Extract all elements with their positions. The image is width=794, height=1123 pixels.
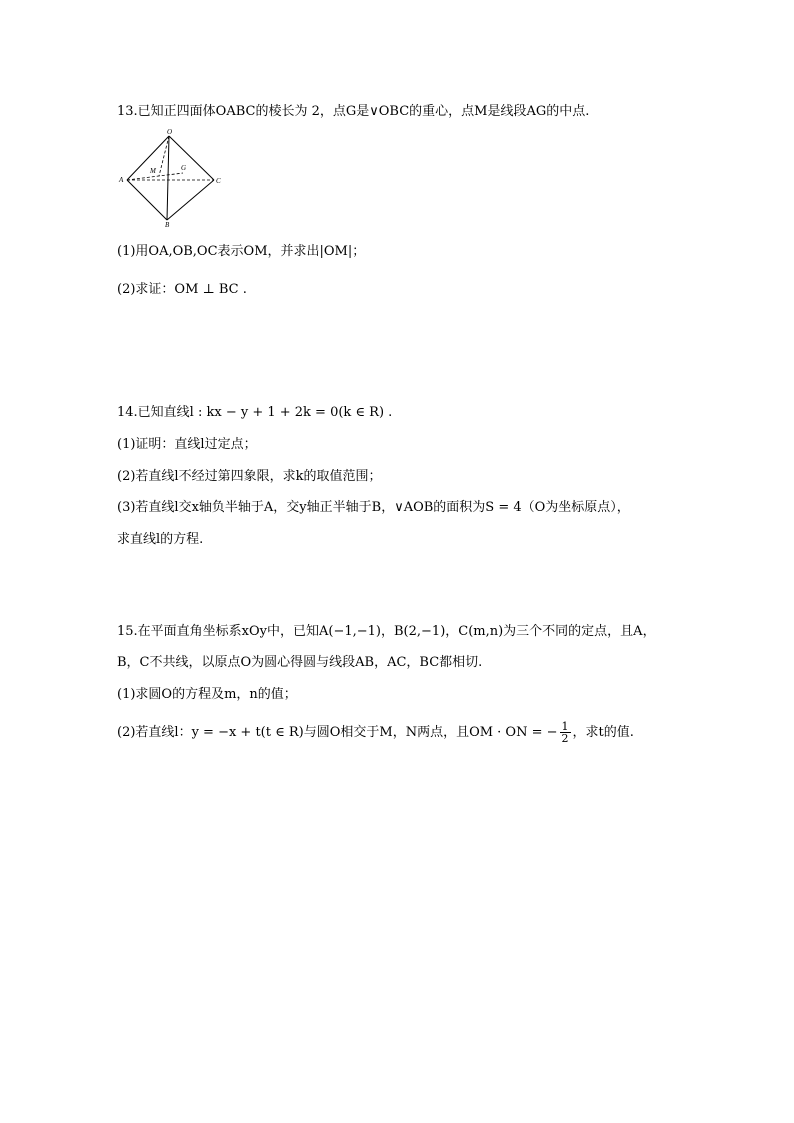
- tetrahedron-diagram: [117, 128, 227, 228]
- label-B: B: [165, 221, 170, 228]
- problem-15-statement-cont: B，C不共线，以原点O为圆心得圆与线段AB，AC，BC都相切.: [117, 655, 483, 670]
- problem-14-part-1: (1)证明：直线l过定点；: [117, 437, 257, 452]
- fraction-one-half: $\frac{1}{2}$: [561, 720, 569, 745]
- problem-13-part-1: (1)用OA,OB,OC表示OM，并求出|OM|；: [117, 244, 366, 259]
- problem-13-statement: 13.已知正四面体OABC的棱长为 2，点G是∨OBC的重心，点M是线段AG的中点.: [117, 104, 590, 119]
- label-G: G: [181, 164, 187, 172]
- label-C: C: [216, 177, 221, 185]
- label-O: O: [167, 128, 173, 136]
- problem-15-part-2-text: (2)若直线l：y = −x + t(t ∈ R)与圆O相交于M，N两点，且OM · ON = −: [117, 725, 558, 740]
- problem-13-part-2: (2)求证：OM ⊥ BC .: [117, 282, 247, 297]
- label-M: M: [150, 167, 156, 175]
- problem-15-part-2-end: ，求t的值.: [572, 725, 634, 740]
- problem-15-part-2: [117, 721, 634, 744]
- tetrahedron-figure: [117, 128, 227, 228]
- problem-14-part-2: (2)若直线l不经过第四象限，求k的取值范围；: [117, 469, 382, 484]
- problem-14-part-3-cont: 求直线l的方程.: [117, 532, 204, 547]
- problem-15-part-1: (1)求圆O的方程及m，n的值；: [117, 687, 297, 702]
- problem-14-part-3: (3)若直线l交x轴负半轴于A，交y轴正半轴于B，∨AOB的面积为S = 4（O为坐标原点），: [117, 500, 630, 515]
- problem-14-statement: 14.已知直线l : kx − y + 1 + 2k = 0(k ∈ R) .: [117, 405, 393, 420]
- problem-15-statement: 15.在平面直角坐标系xOy中，已知A(−1,−1)，B(2,−1)，C(m,n)为三个不同的定点，且A，: [117, 624, 656, 639]
- label-A: A: [119, 176, 124, 184]
